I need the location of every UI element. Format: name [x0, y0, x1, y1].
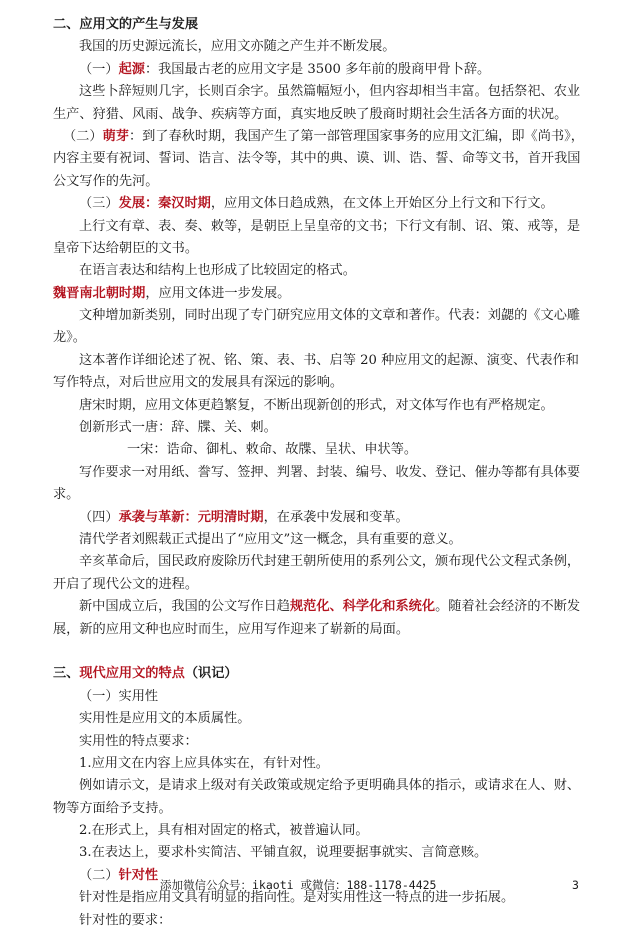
item-number: （四） [79, 509, 119, 525]
colon: ： [144, 196, 159, 212]
paragraph: 针对性是指应用文具有明显的指向性。是对实用性这一特点的进一步拓展。 [79, 890, 515, 906]
paragraph: 写作特点，对后世应用文的发展具有深远的影响。 [53, 375, 344, 391]
keyword-origin: 起源 [118, 61, 145, 77]
develop-text: ，应用文体日趋成熟，在文体上开始区分上行文和下行文。 [210, 196, 554, 212]
keyword-yuanmingqing: 元明清时期 [197, 509, 264, 525]
keyword-targeted: 针对性 [118, 867, 159, 883]
keyword-weijin: 魏晋南北朝时期 [53, 285, 146, 301]
spacer [53, 641, 593, 663]
paragraph: 物等方面给予支持。 [53, 800, 172, 816]
origin-text: ：我国最古老的应用文字是 3500 多年前的殷商甲骨卜辞。 [144, 61, 491, 77]
paragraph: 在语言表达和结构上也形成了比较固定的格式。 [79, 263, 356, 279]
paragraph: 内容主要有祝词、誓词、诰言、法令等，其中的典、谟、训、诰、誓、命等文书，首开我国 [53, 151, 581, 167]
text: 。随着社会经济的不断发 [435, 599, 581, 615]
subheading-practical: （一）实用性 [79, 688, 159, 704]
paragraph: 例如请示文，是请求上级对有关政策或规定给予更明确具体的指示，或请求在人、财、 [79, 778, 581, 794]
paragraph: 上行文有章、表、奏、敕等，是朝臣上呈皇帝的文书；下行文有制、诏、策、戒等，是 [79, 218, 581, 234]
paragraph: 3.在表达上，要求朴实简洁、平铺直叙，说理要据事就实、言简意赅。 [79, 845, 488, 861]
paragraph: 清代学者刘熙载正式提出了“应用文”这一概念，具有重要的意义。 [79, 531, 462, 547]
paragraph: 生产、狩猎、风雨、战争、疾病等方面，真实地反映了殷商时期社会生活各方面的状况。 [53, 106, 568, 122]
keyword-develop: 发展 [118, 196, 145, 212]
item-number: （三） [79, 196, 119, 212]
page-content [53, 14, 593, 932]
paragraph: 文种增加新类别，同时出现了专门研究应用文体的文章和著作。代表：刘勰的《文心雕 [79, 308, 581, 324]
paragraph: 展，新的应用文种也应时而生，应用写作迎来了崭新的局面。 [53, 621, 410, 637]
paragraph: 我国的历史源远流长，应用文亦随之产生并不断发展。 [79, 39, 396, 55]
paragraph: 1.应用文在内容上应具体实在，有针对性。 [79, 755, 329, 771]
reform-text: ，在承袭中发展和变革。 [263, 509, 409, 525]
footer-contact: 添加微信公众号：ikaoti 或微信：188-1178-4425 [160, 878, 437, 892]
keyword-standardization: 规范化、科学化和系统化 [290, 599, 436, 615]
item-number: （二） [63, 128, 103, 144]
heading-suffix: （识记） [184, 666, 238, 682]
paragraph: 开启了现代公文的进程。 [53, 576, 199, 592]
page-number: 3 [572, 878, 579, 892]
keyword-qinhan: 秦汉时期 [158, 196, 211, 212]
paragraph: 辛亥革命后，国民政府废除历代封建王朝所使用的系列公文，颁布现代公文程式条例， [79, 554, 581, 570]
paragraph: 写作要求一对用纸、誊写、签押、判署、封装、编号、收发、登记、催办等都有具体要 [79, 464, 581, 480]
sprout-text: ：到了春秋时期，我国产生了第一部管理国家事务的应用文汇编，即《尚书》， [128, 128, 584, 144]
paragraph: 针对性的要求： [79, 912, 172, 928]
paragraph: 公文写作的先河。 [53, 173, 159, 189]
develop-line [53, 193, 593, 215]
text: 新中国成立后，我国的公文写作日趋 [79, 599, 290, 615]
weijin-text: ，应用文体进一步发展。 [145, 285, 291, 301]
paragraph: 创新形式一唐：辞、牒、关、刺。 [79, 420, 277, 436]
paragraph: 一宋：诰命、御札、敕命、故牒、呈状、申状等。 [127, 442, 418, 458]
heading-prefix: 三、 [53, 666, 80, 682]
weijin-line [53, 283, 593, 305]
paragraph: 这些卜辞短则几字，长则百余字。虽然篇幅短小，但内容却相当丰富。包括祭祀、农业 [79, 84, 581, 100]
item-number: （一） [79, 61, 119, 77]
reform-line [53, 507, 593, 529]
paragraph: 龙》。 [53, 330, 86, 346]
paragraph: 求。 [53, 487, 80, 503]
origin-line [53, 59, 593, 81]
paragraph: 这本著作详细论述了祝、铭、策、表、书、启等 20 种应用文的起源、演变、代表作和 [79, 352, 579, 368]
paragraph: 皇帝下达给朝臣的文书。 [53, 240, 199, 256]
keyword-reform: 承袭与革新 [118, 509, 185, 525]
paragraph: 唐宋时期，应用文体更趋繁复，不断出现新创的形式，对文体写作也有严格规定。 [79, 397, 554, 413]
section-heading-origin-development: 二、应用文的产生与发展 [53, 17, 199, 32]
paragraph: 实用性的特点要求： [79, 733, 198, 749]
paragraph: 2.在形式上，具有相对固定的格式，被普遍认同。 [79, 823, 369, 839]
paragraph: 实用性是应用文的本质属性。 [79, 711, 251, 727]
colon: ： [184, 509, 198, 525]
keyword-features: 现代应用文的特点 [79, 666, 185, 682]
item-number: （二） [79, 867, 119, 883]
new-china-line [53, 596, 593, 618]
keyword-sprout: 萌芽 [102, 128, 129, 144]
section-heading-features [53, 663, 593, 685]
sprout-line [53, 126, 593, 148]
